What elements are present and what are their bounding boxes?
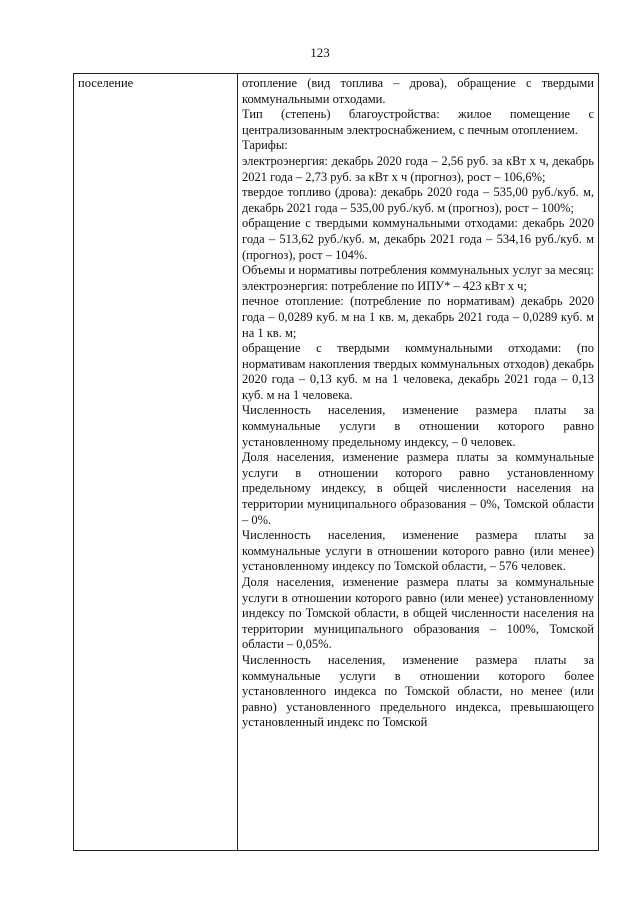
paragraph-population-regional: Численность населения, изменение размера платы за коммунальные услуги в отношении которого равно (или менее) установленному индексу по Томской области, – 576 человек. xyxy=(242,528,594,574)
paragraph-consumption-heading: Объемы и нормативы потребления коммунальных услуг за месяц: xyxy=(242,263,594,278)
paragraph-population-above: Численность населения, изменение размера платы за коммунальные услуги в отношении которого более установленного индекса по Томской области, но менее (или равно) установленного предельного индекса, превышающего установленный индекс по Томской xyxy=(242,652,594,730)
paragraph-tariff-firewood: твердое топливо (дрова): декабрь 2020 года – 535,00 руб./куб. м, декабрь 2021 года – 535,00 руб./куб. м (прогноз), рост – 100%; xyxy=(242,185,594,215)
municipality-type-cell: поселение xyxy=(78,76,134,90)
paragraph-tariff-waste: обращение с твердыми коммунальными отходами: декабрь 2020 года – 513,62 руб./куб. м, декабрь 2021 года – 534,16 руб./куб. м (прогноз), рост – 104%. xyxy=(242,216,594,262)
paragraph-tariff-electricity: электроэнергия: декабрь 2020 года – 2,56 руб. за кВт х ч, декабрь 2021 года – 2,73 руб. за кВт х ч (прогноз), рост – 106,6%; xyxy=(242,153,594,184)
paragraph-amenity-type: Тип (степень) благоустройства: жилое помещение с централизованным электроснабжением, с печным отоплением. xyxy=(242,107,594,137)
column-divider xyxy=(237,74,238,850)
paragraph-consumption-waste: обращение с твердыми коммунальными отходами: (по нормативам накопления твердых коммунальных отходов) декабрь 2020 года – 0,13 куб. м на 1 человека, декабрь 2021 года – 0,13 куб. м на 1 человека. xyxy=(242,341,594,402)
paragraph-share-regional: Доля населения, изменение размера платы за коммунальные услуги в отношении которого равно (или менее) установленному индексу по Томской области, в общей численности населения на территории муниципального образования – 100%, Томской области – 0,05%. xyxy=(242,575,594,652)
paragraph-heating-waste: отопление (вид топлива – дрова), обращение с твердыми коммунальными отходами. xyxy=(242,76,594,106)
description-cell xyxy=(242,76,594,731)
paragraph-consumption-heating: печное отопление: (потребление по нормативам) декабрь 2020 года – 0,0289 куб. м на 1 кв. м, декабрь 2021 года – 0,0289 куб. м на 1 кв. м; xyxy=(242,294,594,340)
page-number: 123 xyxy=(310,45,330,60)
document-table xyxy=(73,73,599,851)
paragraph-population-limit: Численность населения, изменение размера платы за коммунальные услуги в отношении которого равно установленному предельному индексу, – 0 человек. xyxy=(242,403,594,449)
paragraph-tariffs-heading: Тарифы: xyxy=(242,138,288,153)
paragraph-share-limit: Доля населения, изменение размера платы за коммунальные услуги в отношении которого равно установленному предельному индексу, в общей численности населения на территории муниципального образования – 0%, Томской области – 0%. xyxy=(242,450,594,527)
paragraph-consumption-electricity: электроэнергия: потребление по ИПУ* – 423 кВт х ч; xyxy=(242,278,527,293)
